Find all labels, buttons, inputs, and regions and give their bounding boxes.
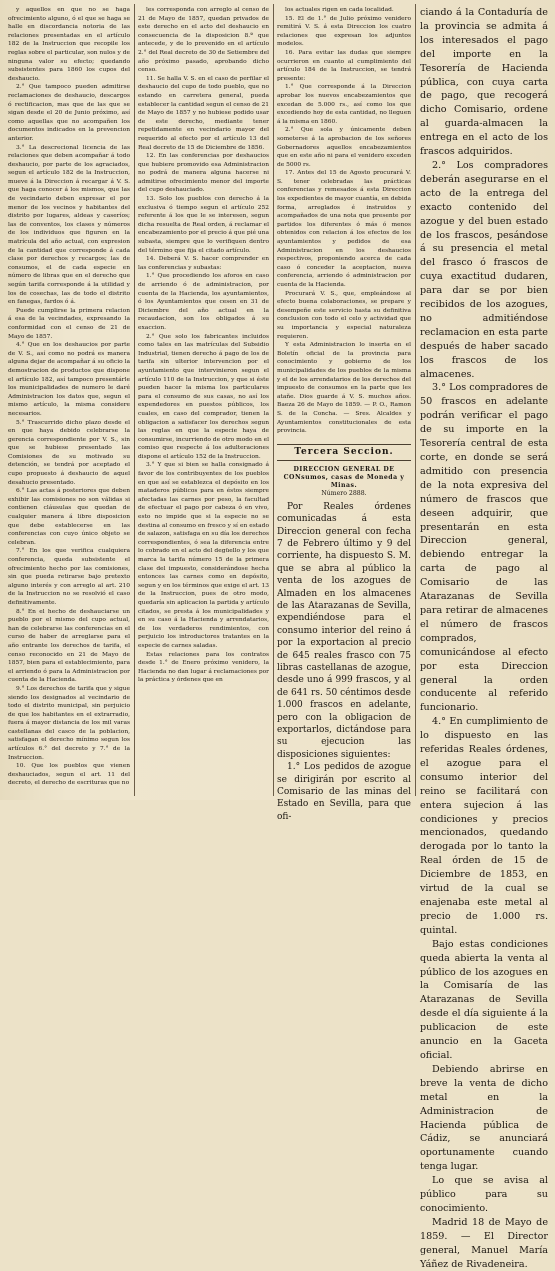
paragraph: 5.° Trascurrido dicho plazo desde el en que haya debido celebrarse la gerencia correspondiente por V. S., sin que se hubiese presentado las Comisiones de su motivado su detención, se tendrá por aceptado el cupo propuesto á deshaucio de aquel desahucio presentado. (8, 419, 130, 486)
section-subheading: DIRECCION GENERAL DE CONsumos, casas de Moneda y Minas. (283, 465, 405, 489)
paragraph: 17. Antes del 15 de Agosto procurará V. S. tener celebradas las prácticas conferencias y remesados á esta Direccion los expedientes de mayor cuantía, en debida forma, arreglados é instruidos y acompañados de una nota que presente por partidos los diferentes ó más ó menos obtenidos con relacion á los efectos de los ayuntamientos y pedidos de esa Administracion en los deshaucios respectivos, proponiendo acerca de cada caso ó conceder la aceptacion, nueva conferencia, arriendo ó administracion por cuenta de la Hacienda. (277, 170, 411, 288)
paragraph: ciando á la Contaduría de la provincia se admita á los interesados el pago del importe en la Tesorería de Hacienda pública, con cuya carta de pago, que recogerá dicho Comisario, ordene al guarda-almacen la entrega en el acto de los frascos adquiridos. (420, 7, 548, 158)
paragraph: Estas relaciones para los contratos desde 1.° de Enero próximo venidero, la Hacienda no dan lugar á reclamaciones por la práctica y órdenes que en (138, 651, 269, 684)
column-2 (138, 6, 269, 796)
paragraph: Por Reales órdenes comunicadas á esta Direccion general con fecha 7 de Febrero último y 9 del corriente, ha dispuesto S. M. que se abra al público la venta de los azogues de Almaden en los almacenes de las Atarazanas de Sevilla, expendiéndose para el consumo interior del reino á por la exportacion al precio de 645 reales frasco con 75 libras castellanas de azogue, desde uno á 999 frascos, y al de 641 rs. 50 céntimos desde 1.000 frascos en adelante, pero con la obligacion de exportarlos, dictándose para su ejecucion las disposiciones siguientes: (277, 501, 411, 760)
paragraph: 7.° En los que verifica cualquiera conferencia, queda subsistente el ofrecimiento hecho por las comisiones, sin que pueda retirarse bajo pretexto alguno interés y con arreglo al art. 210 de la Instruccion no se resolvió el caso definitivamente. (8, 548, 130, 606)
paragraph: 2.° Los compradores deberán asegurarse en el acto de la entrega del exacto contenido del azogue y del buen estado de los frascos, pesándose á su presencia el metal del frasco ó frascos de cuya exactitud dudaren, para dar se por bien recibidos de los azogues, no admitiéndose reclamacion en esta parte después de haber sacado los frascos de los almacenes. (420, 159, 548, 380)
paragraph: 8.° En el hecho de deshauciarse un pueblo por el mismo del cupo actual, han de celebrarse las conferencias en el curso de haber de arreglarse para el año entrante los derechos de tarifa, el censo reconocido en 21 de Mayo de 1857, bien para el establecimiento, para el arriendo ó para la Administracion por cuenta de la Hacienda. (8, 608, 130, 684)
paragraph: 3.° Y que si bien se halla consignado á favor de los contribuyentes de los pueblos en que así se establezca el depósito en los mataderos públicos para en éstos siempre afectadas las carnes por peso, la facultad de efectuar el pago por cabeza ó en vivo, esto no impide que si la especie no se destina al consumo en fresco y sí en estado de salazon, satisfaga en su día los derechos correspondientes, ó sea la diferencia entre lo cobrado en el acto del degüello y los que marca la tarifa número 15 de la primera clase del impuesto, considerándose hecha entonces las carnes como en depósito, segun y en los términos que exige el art. 13 de la Instruccion, pues de otro modo, quedaría sin aplicacion la partida y artículo citados, se presta á los municipalidades y en su caso á la Hacienda y arrendatarios, de los verdaderos rendimientos, con perjuicio los introductores tratantes en la especie de carnes saladas. (138, 462, 269, 649)
paragraph: 15. El de 1.° de Julio próximo venidero remitirá V. S. á esta Direccion los cuatro relaciones que expresan los adjuntos modelos. (277, 15, 411, 48)
paragraph: 11. Se halla V. S. en el caso de perfilar el deshaucio del cupo de todo pueblo, que no estando en carretera general, pueda establecer la cantidad segun el censo de 21 de Mayo de 1857 y no hubiese podido usar de este derecho, mediante tener repetidamente en vecindario mayor del requerido al efecto por el artículo 13 del Real decreto de 15 de Diciembre de 1856. (138, 75, 269, 151)
paragraph: y aquellos en que no se haga ofrecimiento alguno, ó el que se haga se halle en discordancia notoria de las relaciones presentadas en el artículo 182 de la Instruccion que recopile los reglas sobre el particular, son nulos y de ninguna valor su efecto; quedando subsistentes para 1860 los cupos del deshaucio. (8, 7, 130, 82)
paragraph: Puede cumplirse la primera relacion á esa de la vecindades, expresando la conformidad con el censo de 21 de Mayo de 1857. (8, 307, 130, 340)
document-number: Número 2888. (321, 489, 367, 497)
column-1 (8, 6, 130, 796)
paragraph: 1.° Los pedidos de azogue se dirigirán por escrito al Comisario de las minas del Estado en Sevilla, para que ofi- (277, 762, 411, 822)
column-4 (420, 6, 548, 1270)
paragraph: Procurará V. S., que, empleándose al efecto buena colaboraciones, se prepare y desempeñe este servicio hasta su definitiva conclusion con todo el celo y actividad que su importancia y especial naturaleza requieren. (277, 290, 411, 340)
paragraph: 2.° Que tampoco pueden admitirse reclamaciones de deshaucio, descargos ó rectificacion, mas que de las que se sigan desde el 20 de Junio próximo, así como aquellas que no acompañen los documentos indicados en la prevencion anterior. (8, 84, 130, 142)
column-rule (273, 4, 274, 796)
paragraph: Lo que se avisa al público para su conocimiento. (420, 1175, 548, 1214)
paragraph: 6.° Las actas á posteriores que deben exhibir las comisiones no son válidas si contienen cláusulas que quedan de cualquier manera á libre disposicion que debe establecerse en las conferencias con cuyo único objeto se celebran. (8, 488, 130, 546)
paragraph: 10. Que los pueblos que vienen deshauciados, segun el art. 11 del decreto, el derecho de escrituras que no (8, 763, 130, 787)
paragraph: 1.° Que procediendo los aforos en caso de arriendo ó de administracion, por cuenta de la Hacienda, los ayuntamientos, ó los Ayuntamientos que cesen en 31 de Diciembre del año actual en la recaudacion, son los obligados á su exaccion. (138, 273, 269, 331)
paragraph: 9.° Los derechos de tarifa que y sigue siendo los designados al vecindario de todo el distrito municipal, sin perjuicio de que los habitantes en el extrarradio, fuera á mayor distancia de los mil varas castellanas del casco de la poblacion, satisfagan el derecho mínimo segun los artículos 6.° del decreto y 7.° de la Instruccion. (8, 685, 130, 761)
column-rule (134, 4, 135, 796)
paragraph: los actuales rigen en cada localidad. (285, 7, 394, 13)
paragraph: 14. Deberá V. S. hacer comprender en las conferencias y subastas: (138, 256, 269, 271)
paragraph: 3.° Los compradores de 50 frascos en adelante podrán verificar el pago de su importe en la Tesorería central de esta corte, en donde se será admitido con presencia de la nota expresiva del número de frascos que deseen adquirir, que presentarán en esta Direccion general, debiendo entregar la carta de pago al Comisario de las Atarazanas de Sevilla para retirar de almacenes el número de frascos comprados, comunicándose al efecto por esta Direccion general la orden conducente al referido funcionario. (420, 382, 548, 714)
announcement-body (277, 501, 411, 824)
paragraph: 4.° Que en los deshaucios por parte de V. S., así como no podrá es manera alguna dejar de acompañar á su oficio la demostracion de productos que dispone el artículo 182, así tampoco presentárle los municipalidades de numero le daré Administracion los datos que, segun el mismo artículo, la misma considere necesarios. (8, 342, 130, 417)
paragraph: 13. Solo los pueblos con derecho á la exclusiva ó tiempo segun el artículo 252 referente á los que le se interesen, segun dicha resuelta de Real orden, á reclamar el encabezamiento por el precio á que pié una subasta, siempre que lo verifiquen dentro del término que fija el citado artículo. (138, 196, 269, 254)
paragraph: 3.° La descrecional licencia de las relaciones que deben acompañar á todo deshaucio, por parte de los agraciados, segun el artículo 182 de la Instruccion, mueve á la Direccion á recargar á V. S. que haga conocer á los mismos, que las de vecindario deben expresar el por menor de los vecinos y habitantes del distrito por lugares, aldeas y caseríos; las de conventos, los clases y números de los individuos que figuren en la matrícula del año actual, con expresion de la cantidad que corresponde á cada clase por derechos y recargos; las de consumos, el de cada especie en número de libras que en el derecho que según tarifa corresponde á la utilidad y los de cosechas, las de todo el distrito en fanegas, fardos ó á. (8, 144, 130, 306)
paragraph: 4.° En cumplimiento de lo dispuesto en las referidas Reales órdenes, el azogue para el consumo interior del reino se facilitará con entera sujecion á las condiciones y precios mencionados, quedando derogada por lo tanto la Real órden de 15 de Diciembre de 1853, en virtud de la cual se enajenaba este metal al precio de 1.000 rs. quintal. (420, 716, 548, 936)
paragraph: 2.° Que solo los fabricantes incluidos como tales en las matrículas del Subsidio Industrial, tienen derecho á pago de los de tarifa sin ulterior intervencion por el ayuntamiento que intervinieron segun el artículo 110 de la Instruccion, y que si éste pueden hacer la misma los particulares para el consumo de sus casas, no así los expendedores en puestos públicos, los cuales, en caso del comprador, tienen la obligacion a satisfacer los derechos segun las reglas en que la especie haya de consumirse, incurriendo de otro modo en el comiso que respecte á los adulteraciones dispone el artículo 152 de la Instruccion. (138, 333, 269, 460)
paragraph: 12. En las conferencias por deshaucios que hubiere promovido esa Administracion no podrá de manera alguna hacerse ni admitirse ofrecimiento menor del importe del cupo deshauciado. (138, 153, 269, 194)
column-3 (277, 6, 411, 822)
column-rule (415, 4, 416, 796)
paragraph: les corresponda con arreglo al censo de 21 de Mayo de 1857, quedan privados de este derecho en el acto del deshaucio en consecuencia de la disposicion 8.ª que antecede, y de lo prevenido en el artículo 2.° del Real decreto de 30 de Setiembre del año próximo pasado, aprobando dicho censo. (138, 7, 269, 74)
paragraph: Bajo estas condiciones queda abierta la venta al público de los azogues en la Comisaría de las Atarazanas de Sevilla desde el día siguiente á la publicacion de este anuncio en la Gaceta oficial. (420, 938, 548, 1061)
signature-line: Madrid 18 de Mayo de 1859. — El Director general, Manuel María Yáñez de Rivadeneira. (420, 1216, 548, 1270)
paragraph: Debiendo abrirse en breve la venta de dicho metal en la Administracion de Hacienda pública de Cádiz, se anunciará oportunamente cuando tenga lugar. (420, 1063, 548, 1173)
section-heading: Tercera Seccion. (277, 444, 411, 461)
paragraph: 16. Para evitar las dudas que siempre ocurrieron en cuanto al cumplimiento del artículo 184 de la Instruccion, se tendrá presente: (277, 49, 411, 82)
paragraph: 1.° Que corresponde á la Direccion aprobar los nuevos encabezamientos que excedan de 5.000 rs., así como los que excediendo hoy de esta cantidad, no lleguen á la misma en 1860. (277, 84, 411, 125)
paragraph: 2.° Que sola y únicamente deben someterse á la aprobacion de los señores Gobernadores aquellos encabezamientos que en este año ni para el venidero exceden de 5000 rs. (277, 127, 411, 168)
paragraph: Y esta Administracion lo inserta en el Boletín oficial de la provincia para conocimiento y gobierno de los municipalidades de los pueblos de la misma y el de los arrendatarios de los derechos del impuesto de consumos en la parte que les atañe. Dios guarde á V. S. muchos años. Baeza 26 de Mayo de 1859. — P. O., Ramon S. de la Concha. — Sres. Alcaldes y Ayuntamientos constitucionales de esta provincia. (277, 342, 411, 435)
